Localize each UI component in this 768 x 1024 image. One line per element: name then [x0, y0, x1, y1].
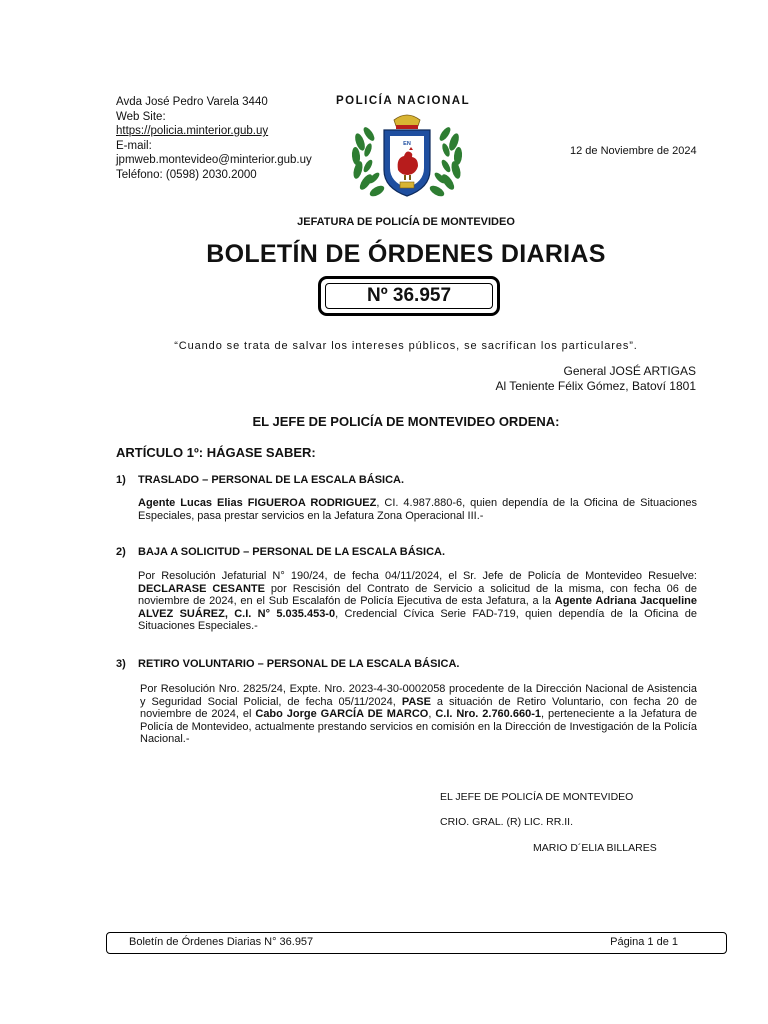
body-bold-run: Agente Lucas Elias FIGUEROA RODRIGUEZ — [138, 497, 377, 509]
body-text-run: a situación de Retiro Voluntario, con fecha 20 de noviembre de 2024, el — [140, 695, 697, 720]
jefatura-heading: JEFATURA DE POLICÍA DE MONTEVIDEO — [297, 216, 515, 228]
body-text-run: , Credencial Cívica Serie FAD-719, quien dependía de la Oficina de Situaciones Especiales.- — [138, 607, 697, 632]
quote-attribution — [495, 364, 696, 393]
body-bold-run: Cabo Jorge GARCÍA DE MARCO — [255, 708, 429, 720]
website-link[interactable]: https://policia.minterior.gub.uy — [116, 125, 269, 137]
order-heading: EL JEFE DE POLICÍA DE MONTEVIDEO ORDENA: — [252, 414, 560, 429]
page-footer — [106, 932, 727, 954]
item-body — [140, 683, 697, 746]
body-bold-run: PASE — [401, 695, 431, 708]
body-text-run: Por Resolución Jefaturial N° 190/24, de fecha 04/11/2024, el Sr. Jefe de Policía de Montevideo Resuelve: — [138, 570, 697, 582]
quote-recipient: Al Teniente Félix Gómez, Batoví 1801 — [495, 378, 696, 393]
item-title-text: TRASLADO – PERSONAL DE LA ESCALA BÁSICA. — [138, 474, 405, 486]
bulletin-title: BOLETÍN DE ÓRDENES DIARIAS — [206, 240, 606, 268]
signature-title: EL JEFE DE POLICÍA DE MONTEVIDEO — [440, 791, 634, 803]
email-address[interactable]: jpmweb.montevideo@minterior.gub.uy — [116, 154, 312, 166]
item-title-text: BAJA A SOLICITUD – PERSONAL DE LA ESCALA BÁSICA. — [138, 546, 446, 558]
quote-text: “Cuando se trata de salvar los intereses públicos, se sacrifican los particulares”. — [174, 340, 638, 352]
item-number: 3) — [116, 658, 126, 670]
item-title — [116, 474, 404, 486]
bulletin-number: Nº 36.957 — [325, 283, 493, 309]
bulletin-number-box — [318, 276, 500, 316]
document-date: 12 de Noviembre de 2024 — [570, 145, 697, 157]
website-label: Web Site: — [116, 110, 166, 123]
body-text-run: , — [428, 708, 436, 720]
footer-bulletin-ref: Boletín de Órdenes Diarias N° 36.957 — [129, 936, 314, 948]
body-bold-run: DECLARASE CESANTE — [138, 582, 265, 595]
phone: Teléfono: (0598) 2030.2000 — [116, 168, 257, 181]
body-text-run: , perteneciente a la Jefatura de Policía de Montevideo, actualmente prestando servicios en comisión en la Dirección de Investigación de la Policía Nacional.- — [140, 708, 697, 745]
signature-name: MARIO D´ELIA BILLARES — [533, 842, 657, 854]
institution-name: POLICÍA NACIONAL — [336, 95, 471, 107]
svg-text:EN: EN — [403, 141, 411, 147]
signature-rank: CRIO. GRAL. (R) LIC. RR.II. — [440, 816, 574, 828]
footer-page-number: Página 1 de 1 — [610, 936, 678, 948]
item-title-text: RETIRO VOLUNTARIO – PERSONAL DE LA ESCALA BÁSICA. — [138, 658, 460, 670]
police-emblem-icon — [346, 112, 468, 204]
item-body — [138, 570, 697, 633]
body-bold-run: C.I. Nro. 2.760.660-1 — [435, 708, 541, 720]
item-title — [116, 658, 459, 670]
item-body — [138, 497, 697, 522]
item-number: 1) — [116, 474, 126, 486]
email-label: E-mail: — [116, 139, 152, 152]
body-bold-run: Agente Adriana Jacqueline ALVEZ SUÁREZ, C.I. N° 5.035.453-0 — [138, 595, 697, 620]
article-heading: ARTÍCULO 1º: HÁGASE SABER: — [116, 445, 316, 460]
quote-author: General JOSÉ ARTIGAS — [563, 364, 696, 378]
address: Avda José Pedro Varela 3440 — [116, 96, 268, 108]
contact-block — [116, 95, 346, 182]
body-text-run: , CI. 4.987.880-6, quien dependía de la Oficina de Situaciones Especiales, pasa prestar servicios en la Jefatura Zona Operacional III.- — [138, 497, 697, 522]
item-number: 2) — [116, 546, 126, 558]
item-title — [116, 546, 445, 558]
body-text-run: Por Resolución Nro. 2825/24, Expte. Nro. 2023-4-30-0002058 procedente de la Dirección Nacional de Asistencia y Seguridad Social Policial, de fecha 05/11/2024, — [140, 683, 697, 708]
body-text-run: por Rescisión del Contrato de Servicio a solicitud de la misma, con fecha 06 de noviembre de 2024, en el Sub Escalafón de Policía Ejecutiva de esta Jefatura, a la — [138, 582, 697, 607]
police-emblem — [346, 112, 468, 204]
